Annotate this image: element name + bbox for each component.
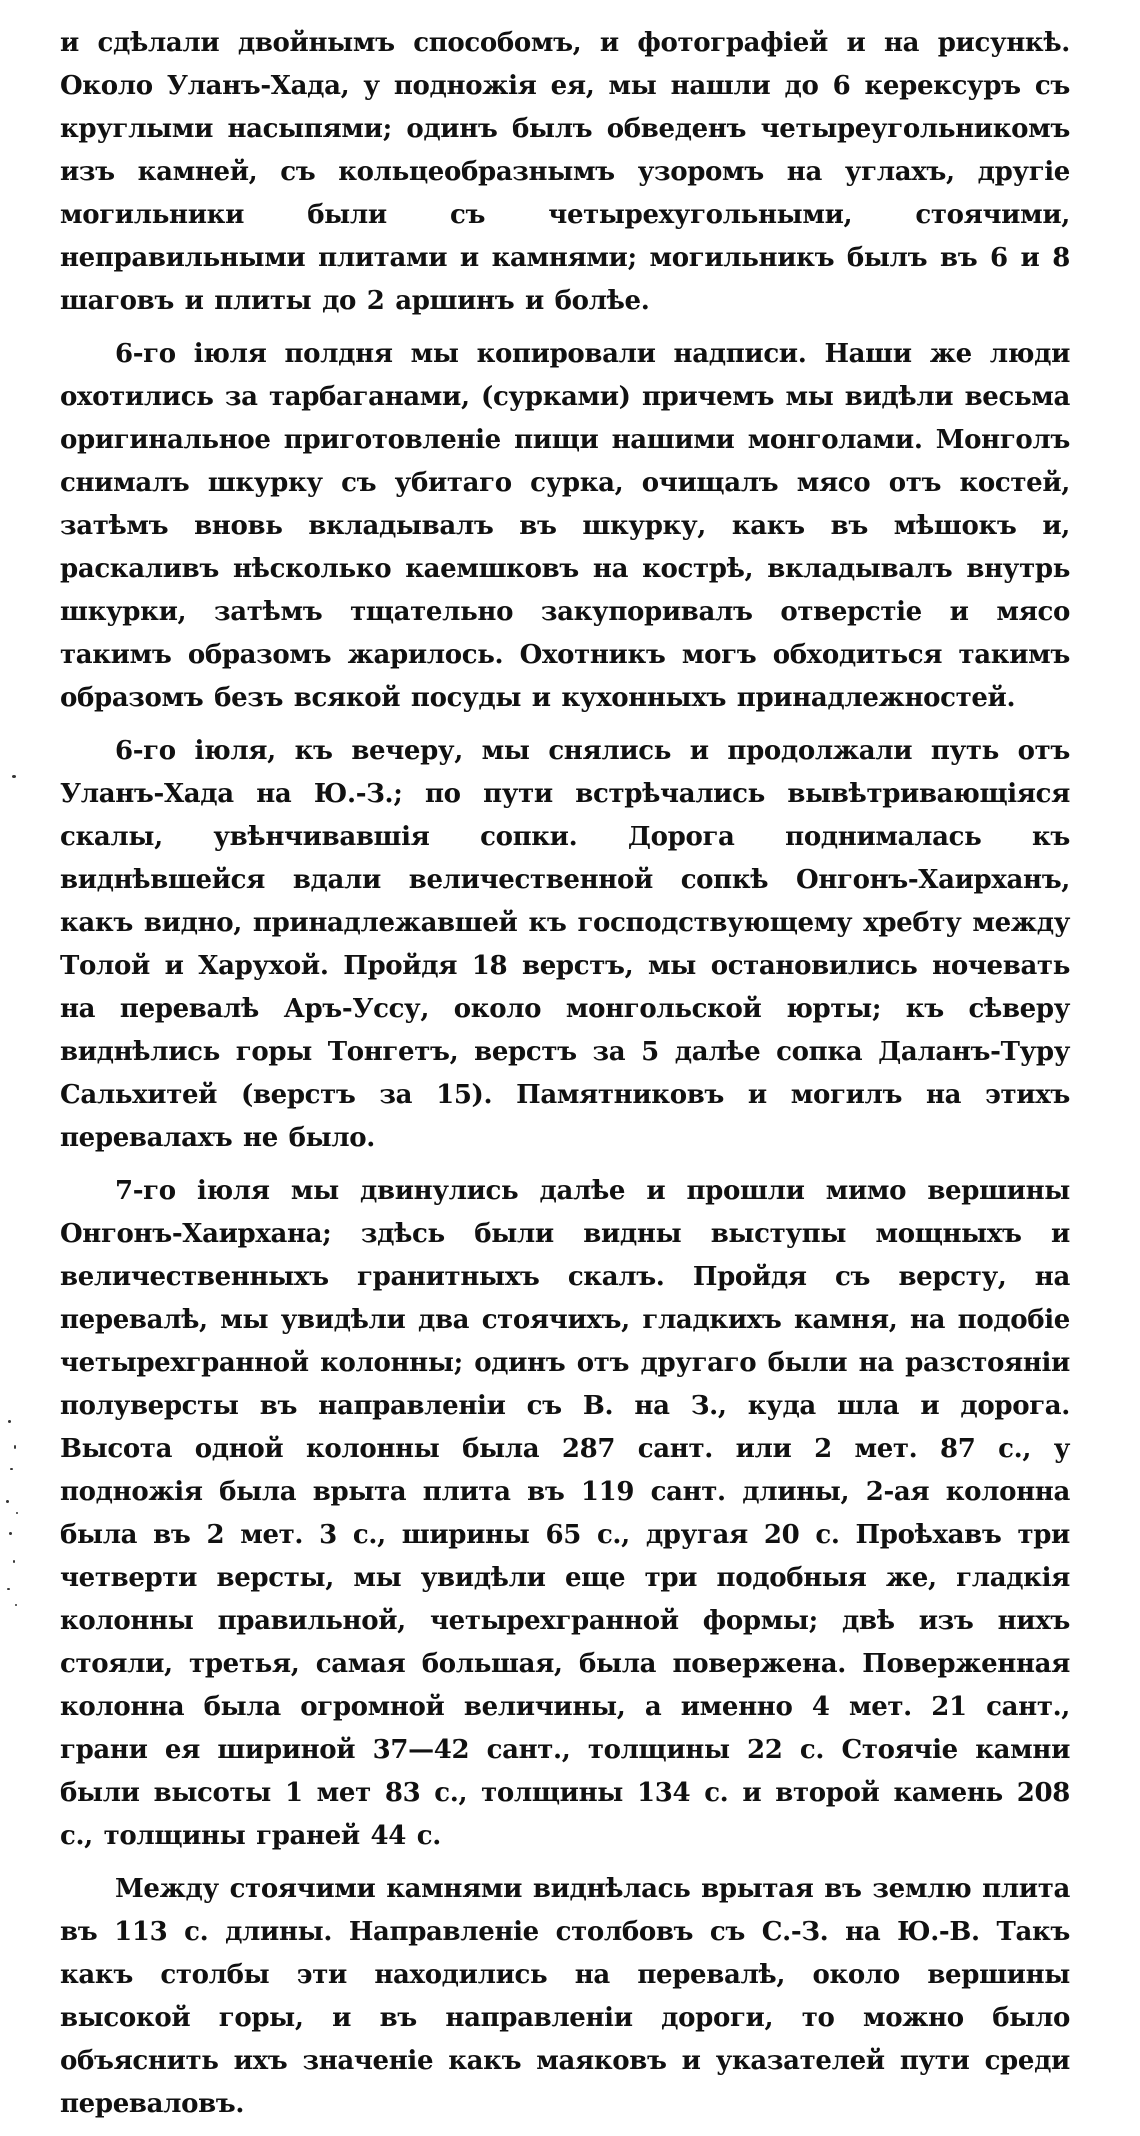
paragraph-4: 7-го іюля мы двинулись далѣе и прошли мимо вершины Онгонъ-Хаирхана; здѣсь были видны выступы мощныхъ и величественныхъ гранитныхъ скалъ. Пройдя съ версту, на перевалѣ, мы увидѣли два стоячихъ, гладкихъ камня, на подобіе четырехгранной колонны; одинъ отъ другаго были на разстояніи полуверсты въ направленіи съ В. на З., куда шла и дорога. Высота одной колонны была 287 сант. или 2 мет. 87 с., у подножія была врыта плита въ 119 сант. длины, 2-ая колонна была въ 2 мет. 3 с., ширины 65 с., другая 20 с. Проѣхавъ три четверти версты, мы увидѣли еще три подобныя же, гладкія колонны правильной, четырехгранной формы; двѣ изъ нихъ стояли, третья, самая большая, была повержена. Поверженная колонна была огромной величины, а именно 4 мет. 21 сант., грани ея шириной 37—42 сант., толщины 22 с. Стоячіе камни были высоты 1 мет 83 с., толщины 134 с. и второй камень 208 с., толщины граней 44 с. [60,1176,1070,1851]
paragraph-5: Между стоячими камнями виднѣлась врытая въ землю плита въ 113 с. длины. Направленіе столбовъ съ С.-З. на Ю.-В. Такъ какъ столбы эти находились на перевалѣ, около вершины высокой горы, и въ направленіи дороги, то можно было объяснить ихъ значеніе какъ маяковъ и указателей пути среди переваловъ. [60,1874,1070,2119]
paragraph-3: 6-го іюля, къ вечеру, мы снялись и продолжали путь отъ Уланъ-Хада на Ю.-З.; по пути встрѣчались вывѣтривающіяся скалы, увѣнчивавшія сопки. Дорога поднималась къ виднѣвшейся вдали величественной сопкѣ Онгонъ-Хаирханъ, какъ видно, принадлежавшей къ господствующему хребту между Толой и Харухой. Пройдя 18 верстъ, мы остановились ночевать на перевалѣ Аръ-Уссу, около монгольской юрты; къ сѣверу виднѣлись горы Тонгетъ, верстъ за 5 далѣе сопка Даланъ-Туру Сальхитей (верстъ за 15). Памятниковъ и могилъ на этихъ перевалахъ не было. [60,736,1070,1153]
scan-margin-specks [0,0,40,1970]
paragraph-2: 6-го іюля полдня мы копировали надписи. Наши же люди охотились за тарбаганами, (сурками) причемъ мы видѣли весьма оригинальное приготовленіе пищи нашими монголами. Монголъ снималъ шкурку съ убитаго сурка, очищалъ мясо отъ костей, затѣмъ вновь вкладывалъ въ шкурку, какъ въ мѣшокъ и, раскаливъ нѣсколько каемшковъ на кострѣ, вкладывалъ внутрь шкурки, затѣмъ тщательно закупоривалъ отверстіе и мясо такимъ образомъ жарилось. Охотникъ могъ обходиться такимъ образомъ безъ всякой посуды и кухонныхъ принадлежностей. [60,339,1070,713]
paragraph-1: и сдѣлали двойнымъ способомъ, и фотографіей и на рисункѣ. Около Уланъ-Хада, у подножія ея, мы нашли до 6 керексуръ съ круглыми насыпями; одинъ былъ обведенъ четыреугольникомъ изъ камней, съ кольцеобразнымъ узоромъ на углахъ, другіе могильники были съ четырехугольными, стоячими, неправильными плитами и камнями; могильникъ былъ въ 6 и 8 шаговъ и плиты до 2 аршинъ и болѣе. [60,28,1070,316]
document-page [60,22,1070,2136]
